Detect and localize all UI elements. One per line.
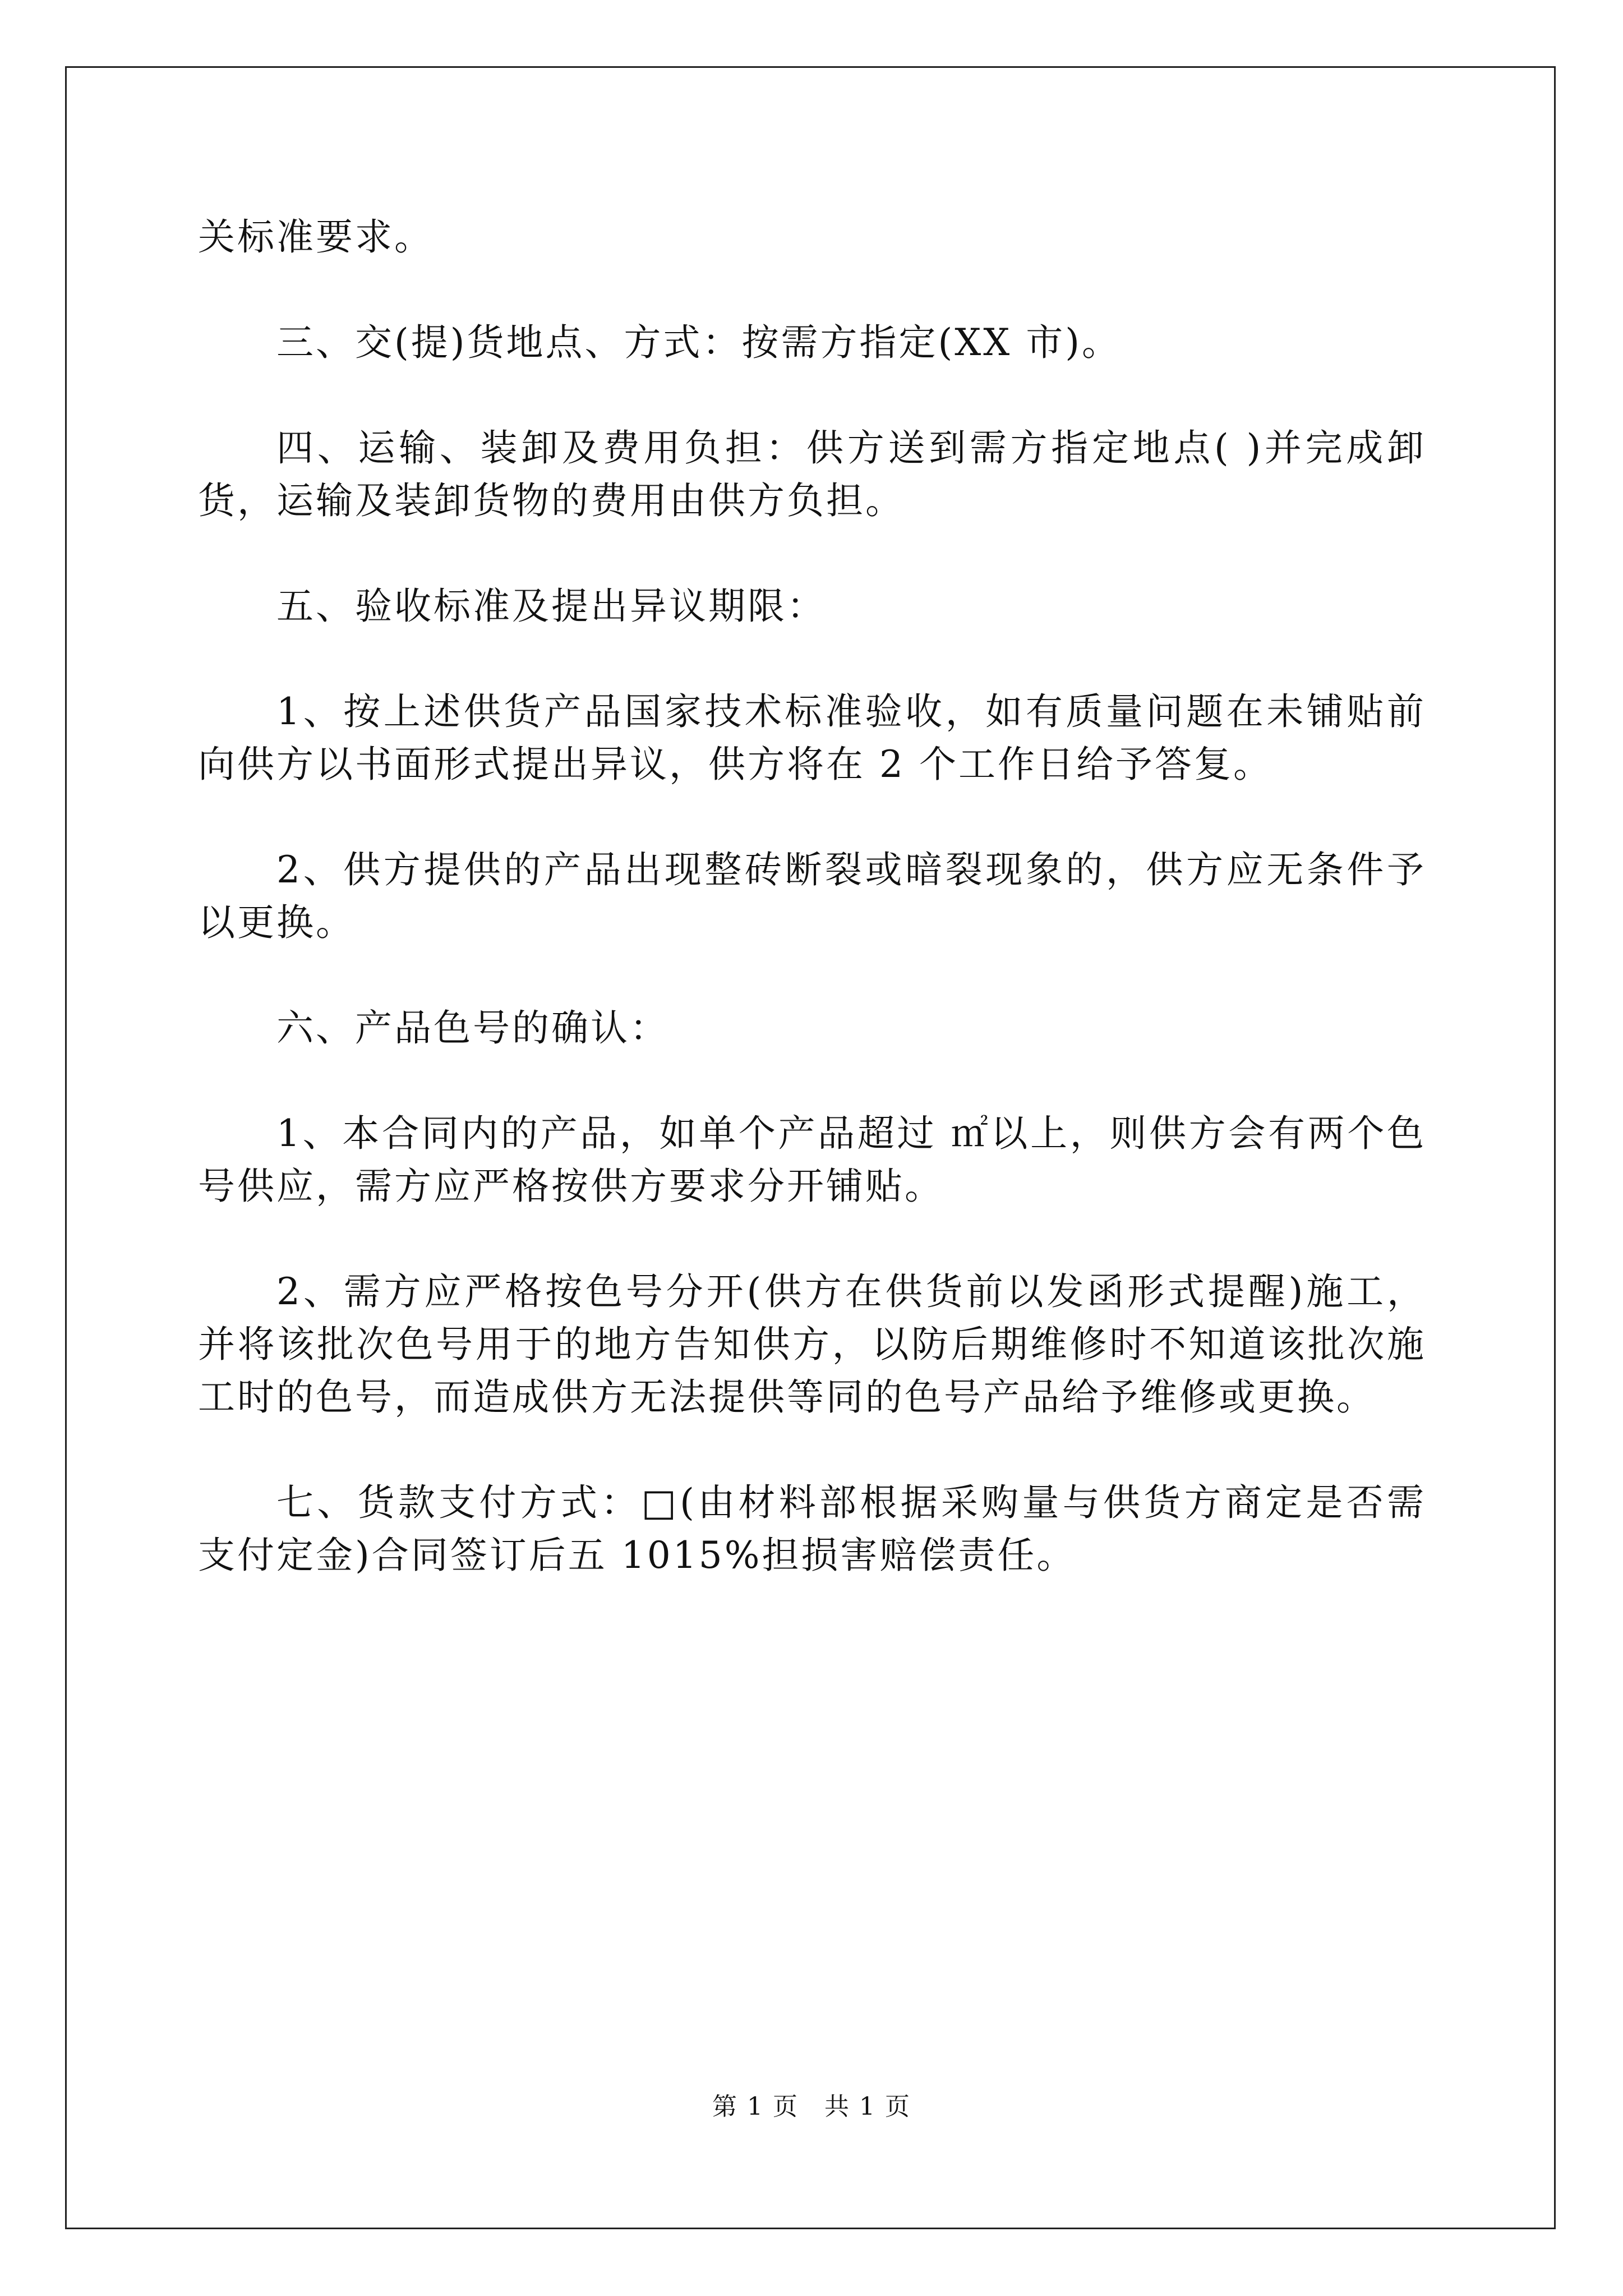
paragraph-transport-costs: 四、运输、装卸及费用负担：供方送到需方指定地点( )并完成卸货，运输及装卸货物的费用由供方负担。 xyxy=(198,426,1426,522)
document-body xyxy=(198,211,1426,1582)
section-heading-color-code: 六、产品色号的确认： xyxy=(276,1006,669,1050)
section-heading-acceptance: 五、验收标准及提出异议期限： xyxy=(276,585,826,628)
paragraph-color-code-1: 1、本合同内的产品，如单个产品超过 ㎡以上，则供方会有两个色号供应，需方应严格按供方要求分开铺贴。 xyxy=(198,1112,1426,1208)
paragraph-payment-method: 七、货款支付方式：□(由材料部根据采购量与供货方商定是否需支付定金)合同签订后五 1015%担损害赔偿责任。 xyxy=(198,1481,1426,1577)
paragraph-continuation: 关标准要求。 xyxy=(198,215,434,259)
paragraph-acceptance-2: 2、供方提供的产品出现整砖断裂或暗裂现象的，供方应无条件予以更换。 xyxy=(198,848,1426,944)
paragraph-acceptance-1: 1、按上述供货产品国家技术标准验收，如有质量问题在未铺贴前向供方以书面形式提出异议，供方将在 2 个工作日给予答复。 xyxy=(198,690,1426,786)
page-number-footer: 第 1 页 共 1 页 xyxy=(712,2092,911,2121)
paragraph-color-code-2: 2、需方应严格按色号分开(供方在供货前以发函形式提醒)施工，并将该批次色号用于的地方告知供方，以防后期维修时不知道该批次施工时的色号，而造成供方无法提供等同的色号产品给予维修或更换。 xyxy=(198,1270,1426,1419)
paragraph-delivery-location: 三、交(提)货地点、方式：按需方指定(XX 市)。 xyxy=(276,321,1121,364)
